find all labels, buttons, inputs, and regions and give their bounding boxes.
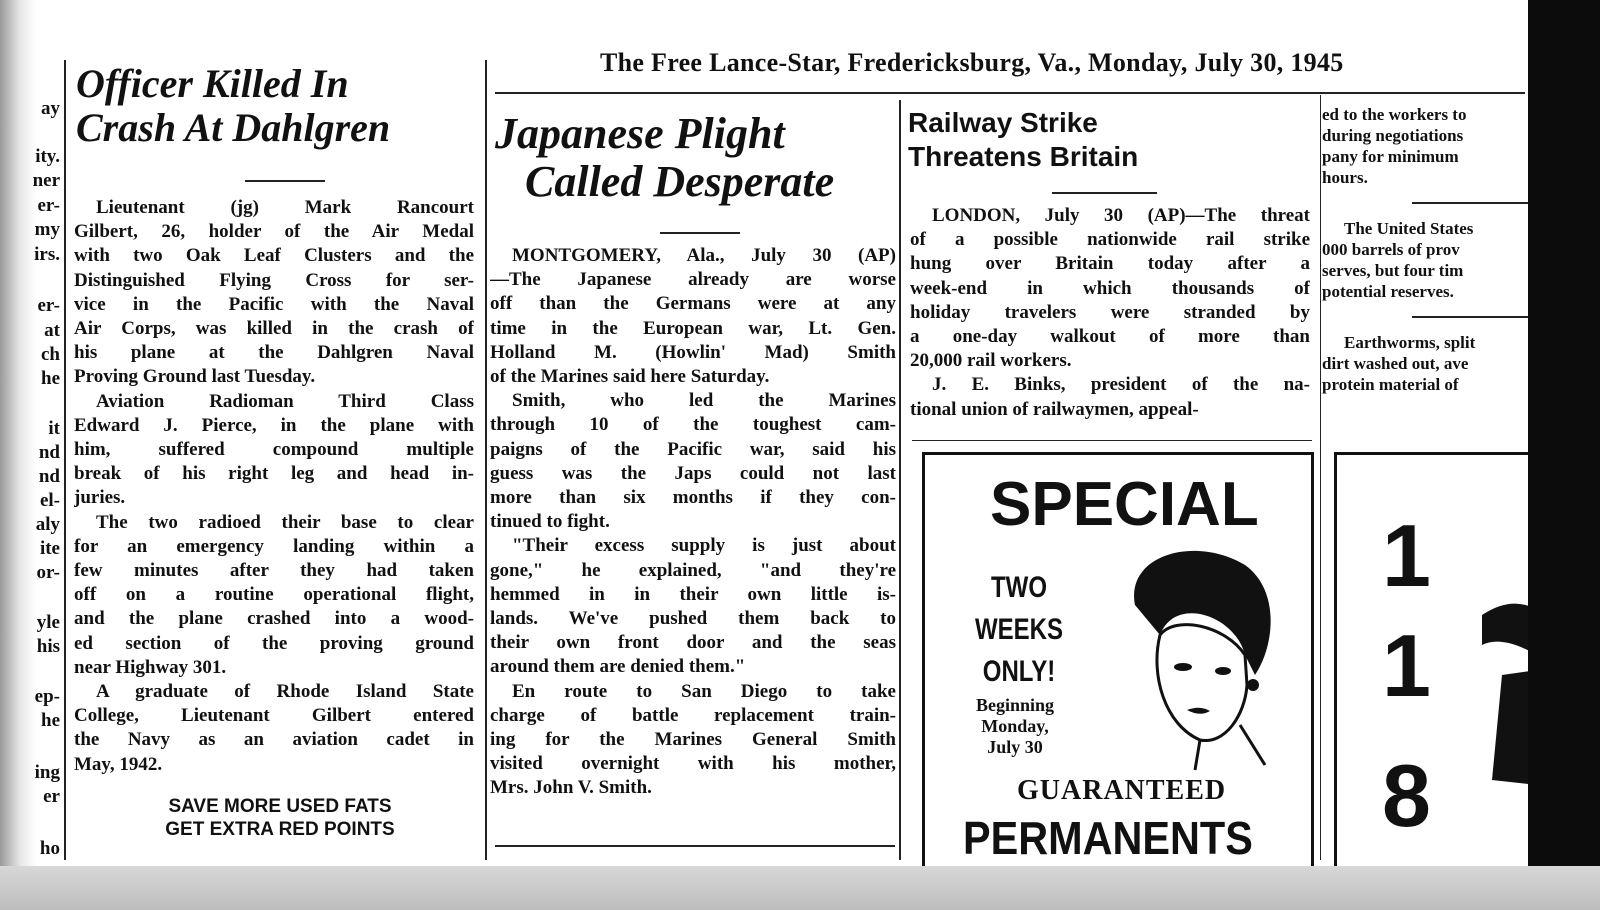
text-line: College, Lieutenant Gilbert entered	[74, 705, 474, 727]
margin-fragment: my	[34, 219, 60, 240]
headline-line: Threatens Britain	[908, 140, 1139, 172]
margin-fragment: ity.	[35, 146, 60, 167]
text-line: more than six months if they con-	[490, 487, 896, 509]
text-line: paigns of the Pacific war, said his	[490, 438, 896, 460]
article1-body	[74, 196, 474, 777]
text-line: a one-day walkout of more than	[910, 326, 1310, 348]
text-line: pany for minimum	[1322, 147, 1459, 166]
text-line: week-end in which thousands of	[910, 277, 1310, 299]
text-line: Proving Ground last Tuesday.	[74, 366, 316, 388]
ad-digit: 8	[1382, 746, 1431, 845]
text-line: potential reserves.	[1322, 282, 1454, 301]
scan-edge	[1528, 0, 1600, 910]
woman-portrait-illustration	[1105, 535, 1285, 775]
text-line: the Navy as an aviation cadet in	[74, 729, 474, 751]
text-line: of the Marines said here Saturday.	[490, 366, 770, 388]
headline-line: Crash At Dahlgren	[76, 105, 391, 150]
article3-headline	[908, 106, 1138, 173]
text-line: around them are denied them."	[490, 656, 746, 678]
text-line: Gilbert, 26, holder of the Air Medal	[74, 221, 474, 243]
offer-line: TWO	[991, 571, 1047, 604]
text-line: Distinguished Flying Cross for ser-	[74, 269, 474, 291]
notice-line: GET EXTRA RED POINTS	[165, 819, 395, 840]
column-rule	[1320, 95, 1321, 860]
text-line: break of his right leg and head in-	[74, 463, 474, 485]
text-line: off than the Germans were at any	[490, 293, 896, 315]
offer-line: WEEKS	[975, 613, 1064, 646]
ad-digit: 1	[1382, 506, 1431, 605]
margin-fragment: ing	[34, 762, 60, 783]
margin-fragment: yle	[36, 612, 60, 633]
headline-line: Called Desperate	[525, 157, 835, 207]
text-line: and the plane crashed into a wood-	[74, 608, 474, 630]
text-line: with two Oak Leaf Clusters and the	[74, 245, 474, 267]
permanents-advertisement	[922, 452, 1314, 872]
margin-fragment: ep-	[34, 686, 60, 707]
text-line: his plane at the Dahlgren Naval	[74, 342, 474, 364]
date-line: Beginning	[975, 695, 1055, 715]
text-line: ed section of the proving ground	[74, 632, 474, 654]
text-line: lands. We've pushed them back to	[490, 608, 896, 630]
second-advertisement	[1334, 452, 1534, 872]
text-line: of a possible nationwide rail strike	[910, 229, 1310, 251]
scan-bottom-margin	[0, 866, 1600, 910]
text-line: A graduate of Rhode Island State	[96, 681, 474, 703]
margin-fragment: ch	[41, 344, 60, 365]
text-line: off on a routine operational flight,	[74, 584, 474, 606]
text-line: visited overnight with his mother,	[490, 753, 896, 775]
text-line: dirt washed out, ave	[1322, 354, 1469, 373]
margin-fragment: nd	[38, 466, 60, 487]
text-line: vice in the Pacific with the Naval	[74, 293, 474, 315]
text-line: him, suffered compound multiple	[74, 439, 474, 461]
text-line: Aviation Radioman Third Class	[96, 390, 474, 412]
text-line: Holland M. (Howlin' Mad) Smith	[490, 341, 896, 363]
text-line: J. E. Binks, president of the na-	[932, 374, 1310, 396]
text-line: their own front door and the seas	[490, 632, 896, 654]
headline-line: Officer Killed In	[76, 61, 349, 106]
ad-date	[965, 695, 1065, 758]
margin-fragment: er-	[37, 195, 60, 216]
text-line: MONTGOMERY, Ala., July 30 (AP)	[512, 245, 896, 266]
ad-title: SPECIAL	[990, 470, 1259, 539]
date-line: July 30	[987, 737, 1043, 757]
headline-line: Japanese Plight	[495, 109, 785, 158]
margin-fragment: aly	[35, 514, 60, 535]
margin-fragment: his	[36, 636, 60, 657]
text-line: few minutes after they had taken	[74, 560, 474, 582]
margin-fragment: or-	[36, 562, 60, 583]
ad-digit: 1	[1382, 616, 1431, 715]
text-line: Smith, who led the Marines	[512, 390, 896, 412]
text-line: gone," he explained, "and they're	[490, 559, 896, 581]
margin-fragment: ay	[41, 98, 60, 119]
text-line: for an emergency landing within a	[74, 535, 474, 557]
text-line: Mrs. John V. Smith.	[490, 777, 652, 799]
text-line: ing for the Marines General Smith	[490, 729, 896, 751]
text-line: charge of battle replacement train-	[490, 704, 896, 726]
text-line: juries.	[74, 487, 126, 509]
margin-fragment: ho	[39, 838, 60, 859]
ad-offer	[975, 567, 1063, 693]
save-fats-notice	[90, 795, 470, 841]
text-line: 000 barrels of prov	[1322, 240, 1460, 259]
text-line: The two radioed their base to clear	[96, 511, 474, 533]
text-line: The United States	[1344, 219, 1474, 238]
text-line: time in the European war, Lt. Gen.	[490, 317, 896, 339]
offer-line: ONLY!	[982, 655, 1056, 688]
text-line: protein material of	[1322, 375, 1459, 394]
text-line: LONDON, July 30 (AP)—The threat	[932, 205, 1310, 226]
margin-fragment: ite	[39, 538, 60, 559]
brief-divider	[1412, 202, 1528, 204]
column4-briefs	[1322, 104, 1528, 395]
margin-fragment: it	[48, 418, 60, 439]
text-line: "Their excess supply is just about	[512, 535, 896, 557]
text-line: hung over Britain today after a	[910, 253, 1310, 275]
margin-fragment: irs.	[34, 244, 60, 265]
margin-fragment: he	[41, 368, 60, 389]
margin-fragment: el-	[39, 490, 60, 511]
margin-fragment: er	[43, 786, 60, 807]
headline-divider	[660, 232, 740, 234]
margin-fragment: at	[44, 320, 60, 341]
text-line: Air Corps, was killed in the crash of	[74, 318, 474, 340]
section-rule	[912, 440, 1312, 441]
text-line: Edward J. Pierce, in the plane with	[74, 414, 474, 436]
article1-headline	[76, 62, 390, 150]
margin-fragment: nd	[38, 442, 60, 463]
masthead: The Free Lance-Star, Fredericksburg, Va., Monday, July 30, 1945	[600, 48, 1344, 77]
article2-body	[490, 244, 896, 801]
column-rule	[64, 60, 66, 860]
text-line: through 10 of the toughest cam-	[490, 414, 896, 436]
article3-body	[910, 204, 1310, 422]
text-line: tional union of railwaymen, appeal-	[910, 398, 1199, 420]
text-line: serves, but four tim	[1322, 261, 1464, 280]
headline-line: Railway Strike	[908, 107, 1098, 138]
text-line: May, 1942.	[74, 753, 163, 775]
left-margin-strip	[0, 0, 64, 870]
column-rule	[899, 100, 901, 860]
date-line: Monday,	[981, 716, 1049, 736]
text-line: hemmed in in their own little is-	[490, 583, 896, 605]
margin-fragment: er-	[37, 295, 60, 316]
text-line: Earthworms, split	[1344, 333, 1476, 352]
text-line: Lieutenant (jg) Mark Rancourt	[96, 197, 474, 218]
article2-headline	[495, 110, 834, 207]
text-line: ed to the workers to	[1322, 105, 1467, 124]
text-line: hours.	[1322, 168, 1368, 187]
text-line: holiday travelers were stranded by	[910, 301, 1310, 323]
headline-divider	[245, 180, 325, 182]
text-line: tinued to fight.	[490, 511, 610, 533]
notice-line: SAVE MORE USED FATS	[168, 796, 392, 817]
margin-fragment: he	[41, 710, 60, 731]
margin-fragment: ner	[32, 170, 60, 191]
text-line: near Highway 301.	[74, 656, 227, 678]
text-line: during negotiations	[1322, 126, 1464, 145]
bottom-rule	[495, 845, 895, 847]
column-rule	[485, 60, 487, 860]
ad-guaranteed: GUARANTEED	[1017, 775, 1227, 806]
text-line: —The Japanese already are worse	[490, 269, 896, 291]
text-line: 20,000 rail workers.	[910, 350, 1072, 372]
masthead-rule	[495, 92, 1525, 94]
headline-divider	[1052, 192, 1157, 194]
ad-product: PERMANENTS	[963, 812, 1253, 864]
brief-divider	[1412, 316, 1528, 318]
text-line: guess was the Japs could not last	[490, 462, 896, 484]
text-line: En route to San Diego to take	[512, 680, 896, 702]
